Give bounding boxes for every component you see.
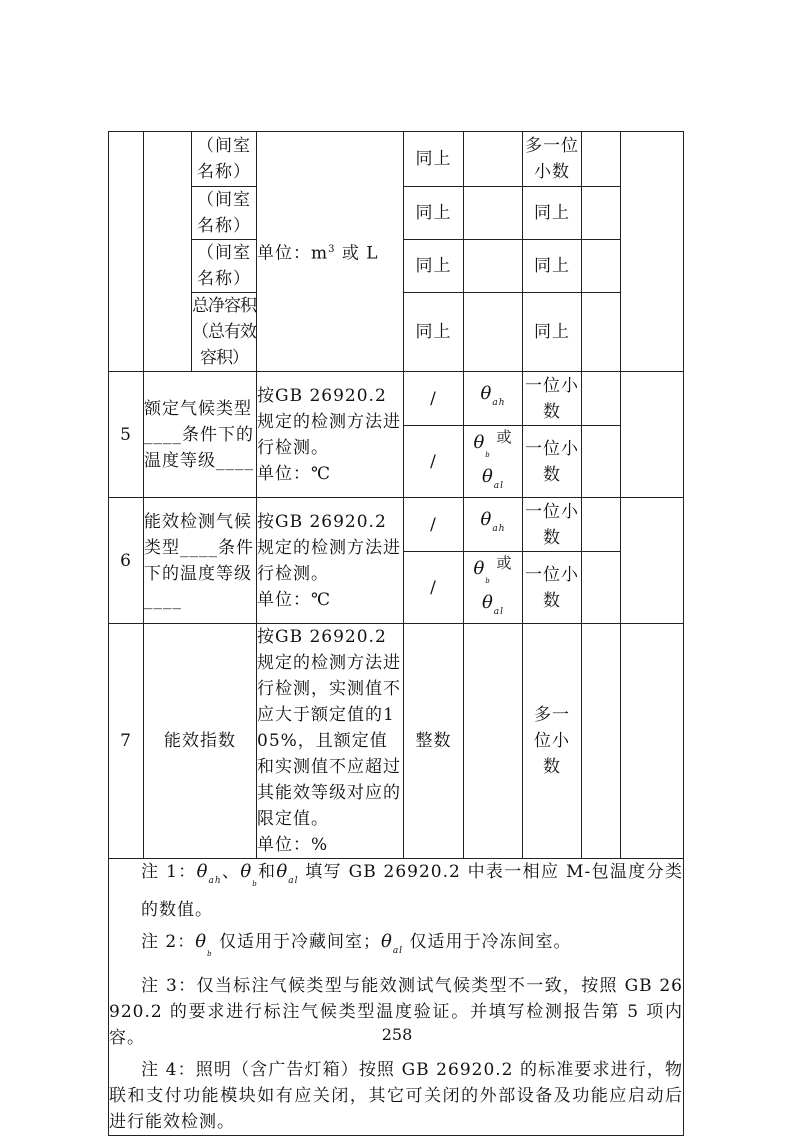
cell-subitem: （间室名称） [192, 187, 257, 240]
cell-blank [582, 426, 621, 498]
cell-decimal: 同上 [523, 240, 582, 293]
theta-symbol: θ [481, 592, 494, 613]
cell-format: / [404, 498, 464, 552]
theta-subscript: b [252, 880, 258, 888]
notes-row [109, 859, 684, 1136]
theta-stack [473, 426, 512, 497]
theta-symbol: θ [276, 861, 289, 882]
cell-symbol-blank [464, 132, 523, 187]
cell-symbol-blank [464, 293, 523, 372]
note-1 [109, 859, 683, 923]
page-number: 258 [381, 1025, 413, 1044]
theta-subscript: b [485, 577, 491, 585]
and-text: 和 [257, 862, 277, 882]
cell-decimal: 同上 [523, 187, 582, 240]
note-text: 仅适用于冷冻间室。 [403, 932, 572, 952]
cell-blank-wide [621, 498, 684, 624]
theta-subscript: al [493, 607, 505, 617]
note-label: 注 1： [141, 862, 197, 882]
theta-symbol: θ [380, 931, 393, 952]
cell-format: 同上 [404, 293, 464, 372]
cell-decimal: 多一位小数 [523, 132, 582, 187]
theta-subscript: b [207, 950, 213, 958]
theta-symbol: θ [195, 931, 208, 952]
or-text: 或 [496, 554, 513, 572]
cell-decimal: 同上 [523, 293, 582, 372]
note-text: 填写 GB 26920.2 中表一相应 M-包温度分类的数值。 [141, 862, 683, 920]
theta-subscript: ah [492, 524, 506, 534]
note-text: 仅适用于冷藏间室； [212, 932, 381, 952]
cell-subitem: （间室名称） [192, 240, 257, 293]
notes-cell [109, 859, 684, 1136]
cell-blank [582, 624, 621, 859]
unit-superscript: 3 [328, 243, 336, 255]
note-4: 注 4：照明（含广告灯箱）按照 GB 26920.2 的标准要求进行，物联和支付功能模块如有应关闭，其它可关闭的外部设备及功能应启动后进行能效检测。 [109, 1060, 683, 1132]
theta-subscript: al [392, 946, 404, 956]
cell-blank [582, 293, 621, 372]
cell-symbol [464, 552, 523, 624]
table-row [109, 132, 684, 187]
cell-blank-wide [621, 372, 684, 498]
cell-item-no: 6 [109, 498, 144, 624]
theta-symbol: θ [473, 432, 486, 453]
cell-symbol-blank [464, 240, 523, 293]
cell-name-blank [144, 132, 192, 372]
or-text: 或 [496, 428, 513, 446]
note-2 [109, 929, 683, 967]
cell-symbol-blank [464, 624, 523, 859]
cell-decimal: 一位小数 [523, 498, 582, 552]
note-3: 注 3：仅当标注气候类型与能效测试气候类型不一致，按照 GB 26920.2 的要求进行标注气候类型温度验证。并填写检测报告第 5 项内容。 [109, 976, 683, 1048]
cell-item-name [144, 372, 257, 498]
cell-item-desc [257, 624, 404, 859]
cell-blank [582, 372, 621, 426]
item-name-text: 额定气候类型____条件下的温度等级____ [144, 398, 254, 471]
cell-decimal: 一位小数 [523, 426, 582, 498]
cell-item-name: 能效指数 [144, 624, 257, 859]
theta-symbol: θ [480, 383, 493, 404]
theta-subscript: b [485, 451, 491, 459]
table-row [109, 624, 684, 859]
cell-decimal: 一位小数 [523, 552, 582, 624]
cell-format: 整数 [404, 624, 464, 859]
unit-text: 单位：m [257, 243, 329, 264]
table-row [109, 372, 684, 426]
cell-subitem: （间室名称） [192, 132, 257, 187]
cell-item-no: 5 [109, 372, 144, 498]
cell-no-blank [109, 132, 144, 372]
item-desc-text: 按GB 26920.2规定的检测方法进行检测。 单位：℃ [257, 511, 401, 610]
spec-table [108, 131, 684, 1136]
cell-item-desc [257, 372, 404, 498]
unit-text-suffix: 或 L [335, 243, 379, 264]
item-desc-text: 按GB 26920.2规定的检测方法进行检测，实测值不应大于额定值的105%，且额定值和实测值不应超过其能效等级对应的限定值。 单位：% [257, 627, 401, 855]
cell-desc-unit [257, 132, 404, 372]
cell-format: / [404, 372, 464, 426]
cell-decimal: 一位小数 [523, 372, 582, 426]
cell-symbol [464, 426, 523, 498]
cell-blank [582, 132, 621, 187]
theta-symbol: θ [480, 509, 493, 530]
cell-item-name [144, 498, 257, 624]
theta-symbol: θ [473, 558, 486, 579]
cell-format: 同上 [404, 132, 464, 187]
theta-subscript: ah [492, 398, 506, 408]
item-desc-text: 按GB 26920.2规定的检测方法进行检测。 单位：℃ [257, 385, 401, 484]
theta-subscript: ah [208, 876, 222, 886]
theta-subscript: al [493, 481, 505, 491]
cell-blank-wide [621, 624, 684, 859]
cell-format: / [404, 426, 464, 498]
cell-item-no: 7 [109, 624, 144, 859]
cell-blank [582, 240, 621, 293]
theta-symbol: θ [196, 861, 209, 882]
cell-blank [582, 552, 621, 624]
table-row [109, 498, 684, 552]
cell-format: 同上 [404, 187, 464, 240]
cell-blank-wide [621, 132, 684, 372]
item-name-text: 能效检测气候类型____条件下的温度等级____ [144, 511, 254, 610]
cell-decimal: 多一位小数 [523, 624, 582, 859]
theta-symbol: θ [481, 466, 494, 487]
cell-blank [582, 498, 621, 552]
cell-symbol-blank [464, 187, 523, 240]
cell-symbol [464, 372, 523, 426]
cell-format: 同上 [404, 240, 464, 293]
theta-subscript: al [288, 876, 299, 886]
cell-blank [582, 187, 621, 240]
theta-symbol: θ [240, 861, 253, 882]
cell-subitem: 总净容积（总有效容积） [192, 293, 257, 372]
cell-symbol [464, 498, 523, 552]
theta-stack [473, 552, 512, 623]
separator-text: 、 [221, 862, 241, 882]
note-label: 注 2： [141, 932, 196, 952]
cell-item-desc [257, 498, 404, 624]
cell-format: / [404, 552, 464, 624]
